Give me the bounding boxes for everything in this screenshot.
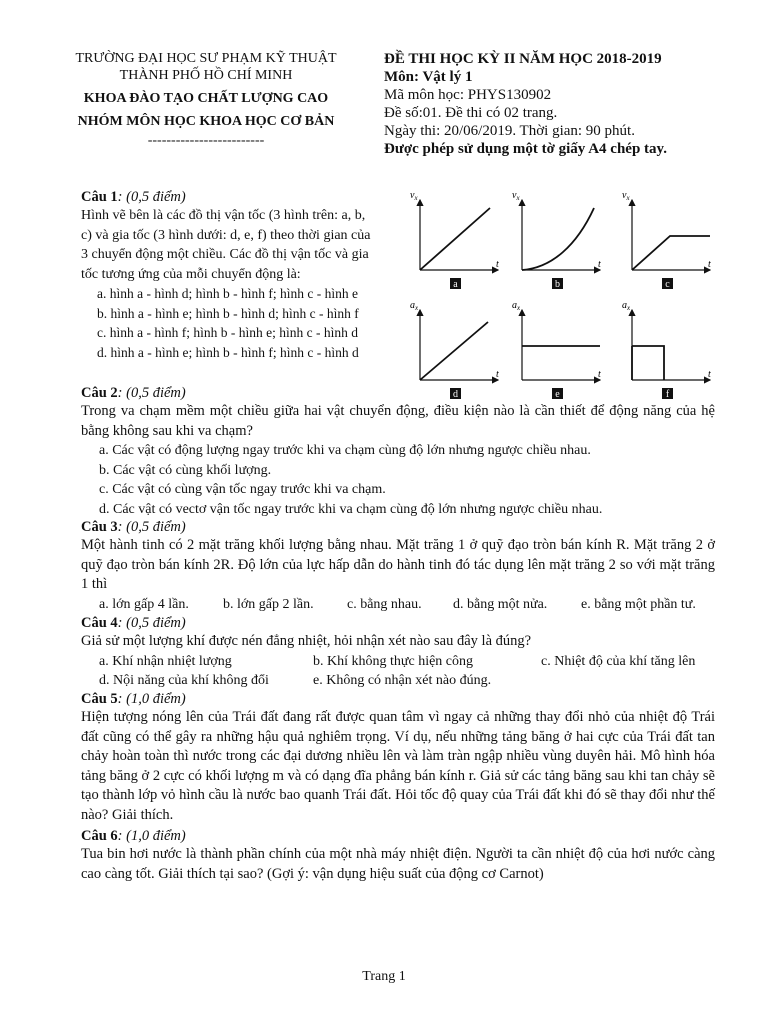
- question-1: [81, 188, 407, 362]
- y-axis-label: $a_x$: [622, 300, 631, 312]
- question-3-points: : (0,5 điểm): [117, 519, 186, 535]
- question-1-options: [81, 284, 407, 362]
- question-2-points: : (0,5 điểm): [117, 385, 186, 401]
- question-2-options: [81, 441, 715, 519]
- question-5-text: Hiện tượng nóng lên của Trái đất đang rất được quan tâm vì ngay cả những thay đổi nhỏ của nhiệt độ Trái đất cũng có thể gây ra những hậu quả nghiêm trọng. Ví dụ, nếu những tảng băng ở hai cực của Trái đất tan chảy hoàn toàn thì nước trong các đại dương nhiều lên và làm tràn ngập nhiều vùng duyên hải. Mô hình hóa tảng băng ở 2 cực có khối lượng m và có dạng đĩa phẳng bán kính r. Giả sử các tảng băng sau khi tan chảy sẽ tạo thành lớp vỏ hình cầu là nước bao quanh Trái đất. Hỏi tốc độ quay của Trái đất khi đó sẽ thay đổi như thế nào? Giải thích.: [81, 709, 715, 823]
- question-4-option-e: e. Không có nhận xét nào đúng.: [313, 672, 492, 688]
- question-3: [81, 518, 715, 615]
- question-3-text: Một hành tinh có 2 mặt trăng khối lượng bằng nhau. Mặt trăng 1 ở quỹ đạo tròn bán kính R. Mặt trăng 2 ở quỹ đạo tròn bán kính 2R. Độ lớn của lực hấp dẫn do hành tinh đó tác dụng lên mặt trăng 2 so với mặt trăng 1 thì: [81, 537, 715, 592]
- question-1-label: Câu 1: [81, 189, 118, 205]
- graph-label: e: [555, 389, 560, 400]
- question-3-label: Câu 3: [81, 519, 118, 535]
- question-4-option-b: b. Khí không thực hiện công: [313, 653, 474, 669]
- graph-curve: [522, 208, 594, 270]
- question-3-options: [81, 595, 715, 615]
- allowed-materials: Được phép sử dụng một tờ giấy A4 chép tay.: [384, 141, 667, 157]
- graph-label: d: [453, 389, 458, 400]
- course-code: Mã môn học: PHYS130902: [384, 87, 552, 103]
- question-1-option-a: a. hình a - hình d; hình b - hình f; hình c - hình e: [97, 286, 358, 301]
- y-axis-label: $v_x$: [512, 190, 520, 202]
- graph-curve: [632, 346, 664, 380]
- y-axis-label: $a_x$: [410, 300, 419, 312]
- group-name: NHÓM MÔN HỌC KHOA HỌC CƠ BẢN: [77, 114, 335, 129]
- question-2-option-c: c. Các vật có cùng vận tốc ngay trước khi va chạm.: [99, 482, 386, 497]
- question-4-points: : (0,5 điểm): [117, 615, 186, 631]
- t-axis-label: t: [496, 369, 499, 380]
- graph-a: [410, 190, 499, 290]
- graph-curve: [420, 208, 490, 270]
- question-2-label: Câu 2: [81, 385, 118, 401]
- question-2-option-a: a. Các vật có động lượng ngay trước khi va chạm cùng độ lớn nhưng ngược chiều nhau.: [99, 443, 591, 458]
- question-4: [81, 614, 721, 692]
- question-5: [81, 690, 715, 825]
- question-1-line: c) và gia tốc (3 hình dưới: d, e, f) theo thời gian của: [81, 227, 371, 243]
- question-1-option-d: d. hình a - hình e; hình b - hình f; hình c - hình d: [97, 344, 359, 360]
- velocity-acceleration-graphs: [410, 190, 716, 400]
- header-right: [384, 50, 724, 158]
- question-4-option-c: c. Nhiệt độ của khí tăng lên: [541, 653, 696, 669]
- question-1-points: : (0,5 điểm): [117, 189, 186, 205]
- y-axis-label: $v_x$: [622, 190, 630, 202]
- question-1-text: [81, 206, 407, 284]
- y-axis-label: $v_x$: [410, 190, 418, 202]
- header-left: [60, 50, 352, 149]
- graph-b: [512, 190, 601, 290]
- question-1-line: tốc tương ứng của mỗi chuyển động là:: [81, 266, 301, 282]
- question-6-points: : (1,0 điểm): [117, 828, 186, 844]
- question-3-option-c: c. bằng nhau.: [347, 596, 422, 612]
- question-4-label: Câu 4: [81, 615, 118, 631]
- question-4-options: [81, 652, 721, 692]
- question-3-option-a: a. lớn gấp 4 lần.: [99, 596, 189, 612]
- question-6-label: Câu 6: [81, 828, 118, 844]
- graph-label: a: [453, 279, 458, 290]
- subject: Môn: Vật lý 1: [384, 69, 473, 85]
- t-axis-label: t: [598, 369, 601, 380]
- question-5-label: Câu 5: [81, 691, 118, 707]
- exam-title: ĐỀ THI HỌC KỲ II NĂM HỌC 2018-2019: [384, 51, 662, 67]
- t-axis-label: t: [708, 259, 711, 270]
- y-axis-label: $a_x$: [512, 300, 521, 312]
- question-4-option-d: d. Nội năng của khí không đổi: [99, 672, 269, 688]
- school-name-line2: THÀNH PHỐ HỒ CHÍ MINH: [119, 68, 293, 83]
- t-axis-label: t: [496, 259, 499, 270]
- exam-number: Đề số:01. Đề thi có 02 trang.: [384, 105, 558, 121]
- header-divider: -------------------------: [147, 133, 265, 148]
- graph-label: c: [665, 279, 670, 290]
- question-3-option-d: d. bằng một nửa.: [453, 596, 548, 612]
- question-3-option-e: e. bằng một phần tư.: [581, 596, 696, 612]
- question-2-option-d: d. Các vật có vectơ vận tốc ngay trước khi va chạm cùng độ lớn nhưng ngược chiều nhau.: [99, 501, 603, 517]
- graph-curve: [420, 322, 488, 380]
- question-2: [81, 384, 715, 519]
- question-1-line: Hình vẽ bên là các đồ thị vận tốc (3 hình trên: a, b,: [81, 208, 366, 223]
- question-4-text: Giả sử một lượng khí được nén đẳng nhiệt, hỏi nhận xét nào sau đây là đúng?: [81, 633, 532, 649]
- exam-date: Ngày thi: 20/06/2019. Thời gian: 90 phút.: [384, 123, 635, 139]
- graph-c: [622, 190, 711, 290]
- faculty-name: KHOA ĐÀO TẠO CHẤT LƯỢNG CAO: [83, 91, 329, 106]
- graph-curve: [632, 236, 710, 270]
- graph-label: b: [555, 279, 560, 290]
- question-2-text: Trong va chạm mềm một chiều giữa hai vật chuyển động, điều kiện nào là cần thiết để động năng của hệ bằng không sau khi va chạm?: [81, 403, 715, 439]
- question-3-option-b: b. lớn gấp 2 lần.: [223, 596, 314, 612]
- school-name-line1: TRƯỜNG ĐẠI HỌC SƯ PHẠM KỸ THUẬT: [75, 51, 337, 66]
- question-5-points: : (1,0 điểm): [117, 691, 186, 707]
- question-2-option-b: b. Các vật có cùng khối lượng.: [99, 462, 272, 478]
- page-number: Trang 1: [362, 969, 406, 984]
- graph-label: f: [665, 389, 670, 400]
- t-axis-label: t: [598, 259, 601, 270]
- question-4-option-a: a. Khí nhận nhiệt lượng: [99, 653, 232, 669]
- question-1-line: 3 chuyển động một chiều. Các đồ thị vận tốc và gia: [81, 247, 369, 262]
- t-axis-label: t: [708, 369, 711, 380]
- question-6: [81, 827, 715, 884]
- question-1-option-c: c. hình a - hình f; hình b - hình e; hình c - hình d: [97, 325, 358, 340]
- question-1-option-b: b. hình a - hình e; hình b - hình d; hình c - hình f: [97, 305, 359, 321]
- question-6-text: Tua bin hơi nước là thành phần chính của một nhà máy nhiệt điện. Người ta cần nhiệt độ của hơi nước càng cao càng tốt. Giải thích tại sao? (Gợi ý: vận dụng hiệu suất của động cơ Carnot): [81, 846, 715, 882]
